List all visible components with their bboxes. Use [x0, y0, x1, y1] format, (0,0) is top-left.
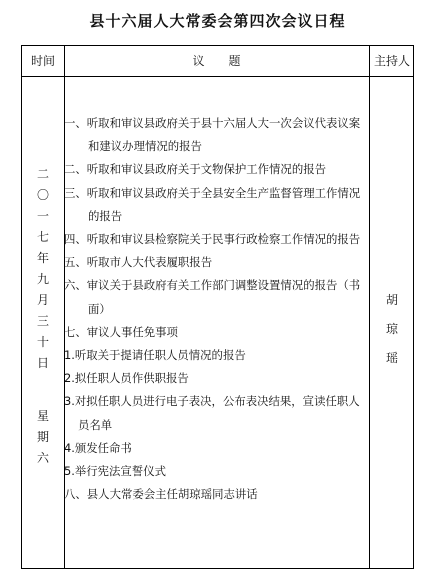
date-char: 九 [36, 272, 49, 286]
date-char: 三 [36, 314, 49, 328]
weekday-char: 六 [36, 451, 49, 465]
meeting-weekday [22, 406, 64, 469]
agenda-sub-item: 1.听取关于提请任职人员情况的报告 [64, 348, 246, 363]
agenda-table [21, 45, 414, 569]
header-host: 主持人 [373, 54, 410, 68]
agenda-item: 七、审议人事任免事项 [64, 324, 178, 339]
agenda-item: 二、听取和审议县政府关于文物保护工作情况的报告 [64, 162, 326, 177]
agenda-list [64, 112, 369, 506]
date-char: 一 [36, 209, 49, 223]
agenda-item: 四、听取和审议县检察院关于民事行政检察工作情况的报告 [64, 232, 361, 247]
date-char: 七 [36, 230, 49, 244]
agenda-item: 三、听取和审议县政府关于全县安全生产监督管理工作情况的报告 [64, 185, 361, 223]
date-char: 十 [36, 335, 49, 349]
header-time: 时间 [30, 54, 55, 68]
document-title: 县十六届人大常委会第四次会议日程 [89, 12, 346, 30]
agenda-sub-item: 3.对拟任职人员进行电子表决，公布表决结果，宣读任职人员名单 [64, 394, 360, 432]
agenda-item: 六、审议关于县政府有关工作部门调整设置情况的报告（书面） [64, 278, 361, 316]
header-divider [22, 76, 413, 77]
agenda-sub-item: 2.拟任职人员作供职报告 [64, 371, 189, 386]
meeting-date [22, 164, 64, 374]
agenda-item: 八、县人大常委会主任胡琼瑶同志讲话 [64, 487, 258, 502]
date-char: 月 [36, 293, 49, 307]
date-char: 年 [36, 251, 49, 265]
date-char: 日 [36, 356, 49, 370]
weekday-char: 星 [36, 409, 49, 423]
agenda-sub-item: 5.举行宪法宣誓仪式 [64, 464, 166, 479]
date-char: 〇 [36, 188, 49, 202]
host-char: 瑶 [385, 351, 398, 365]
agenda-sub-item: 4.颁发任命书 [64, 440, 132, 455]
host-char: 琼 [385, 322, 398, 336]
date-char: 二 [36, 167, 49, 181]
agenda-item: 五、听取市人大代表履职报告 [64, 255, 213, 270]
agenda-item: 一、听取和审议县政府关于县十六届人大一次会议代表议案和建议办理情况的报告 [64, 116, 361, 154]
weekday-char: 期 [36, 430, 49, 444]
host-char: 胡 [385, 293, 398, 307]
header-agenda: 议 题 [192, 54, 241, 68]
host-name [369, 286, 415, 373]
